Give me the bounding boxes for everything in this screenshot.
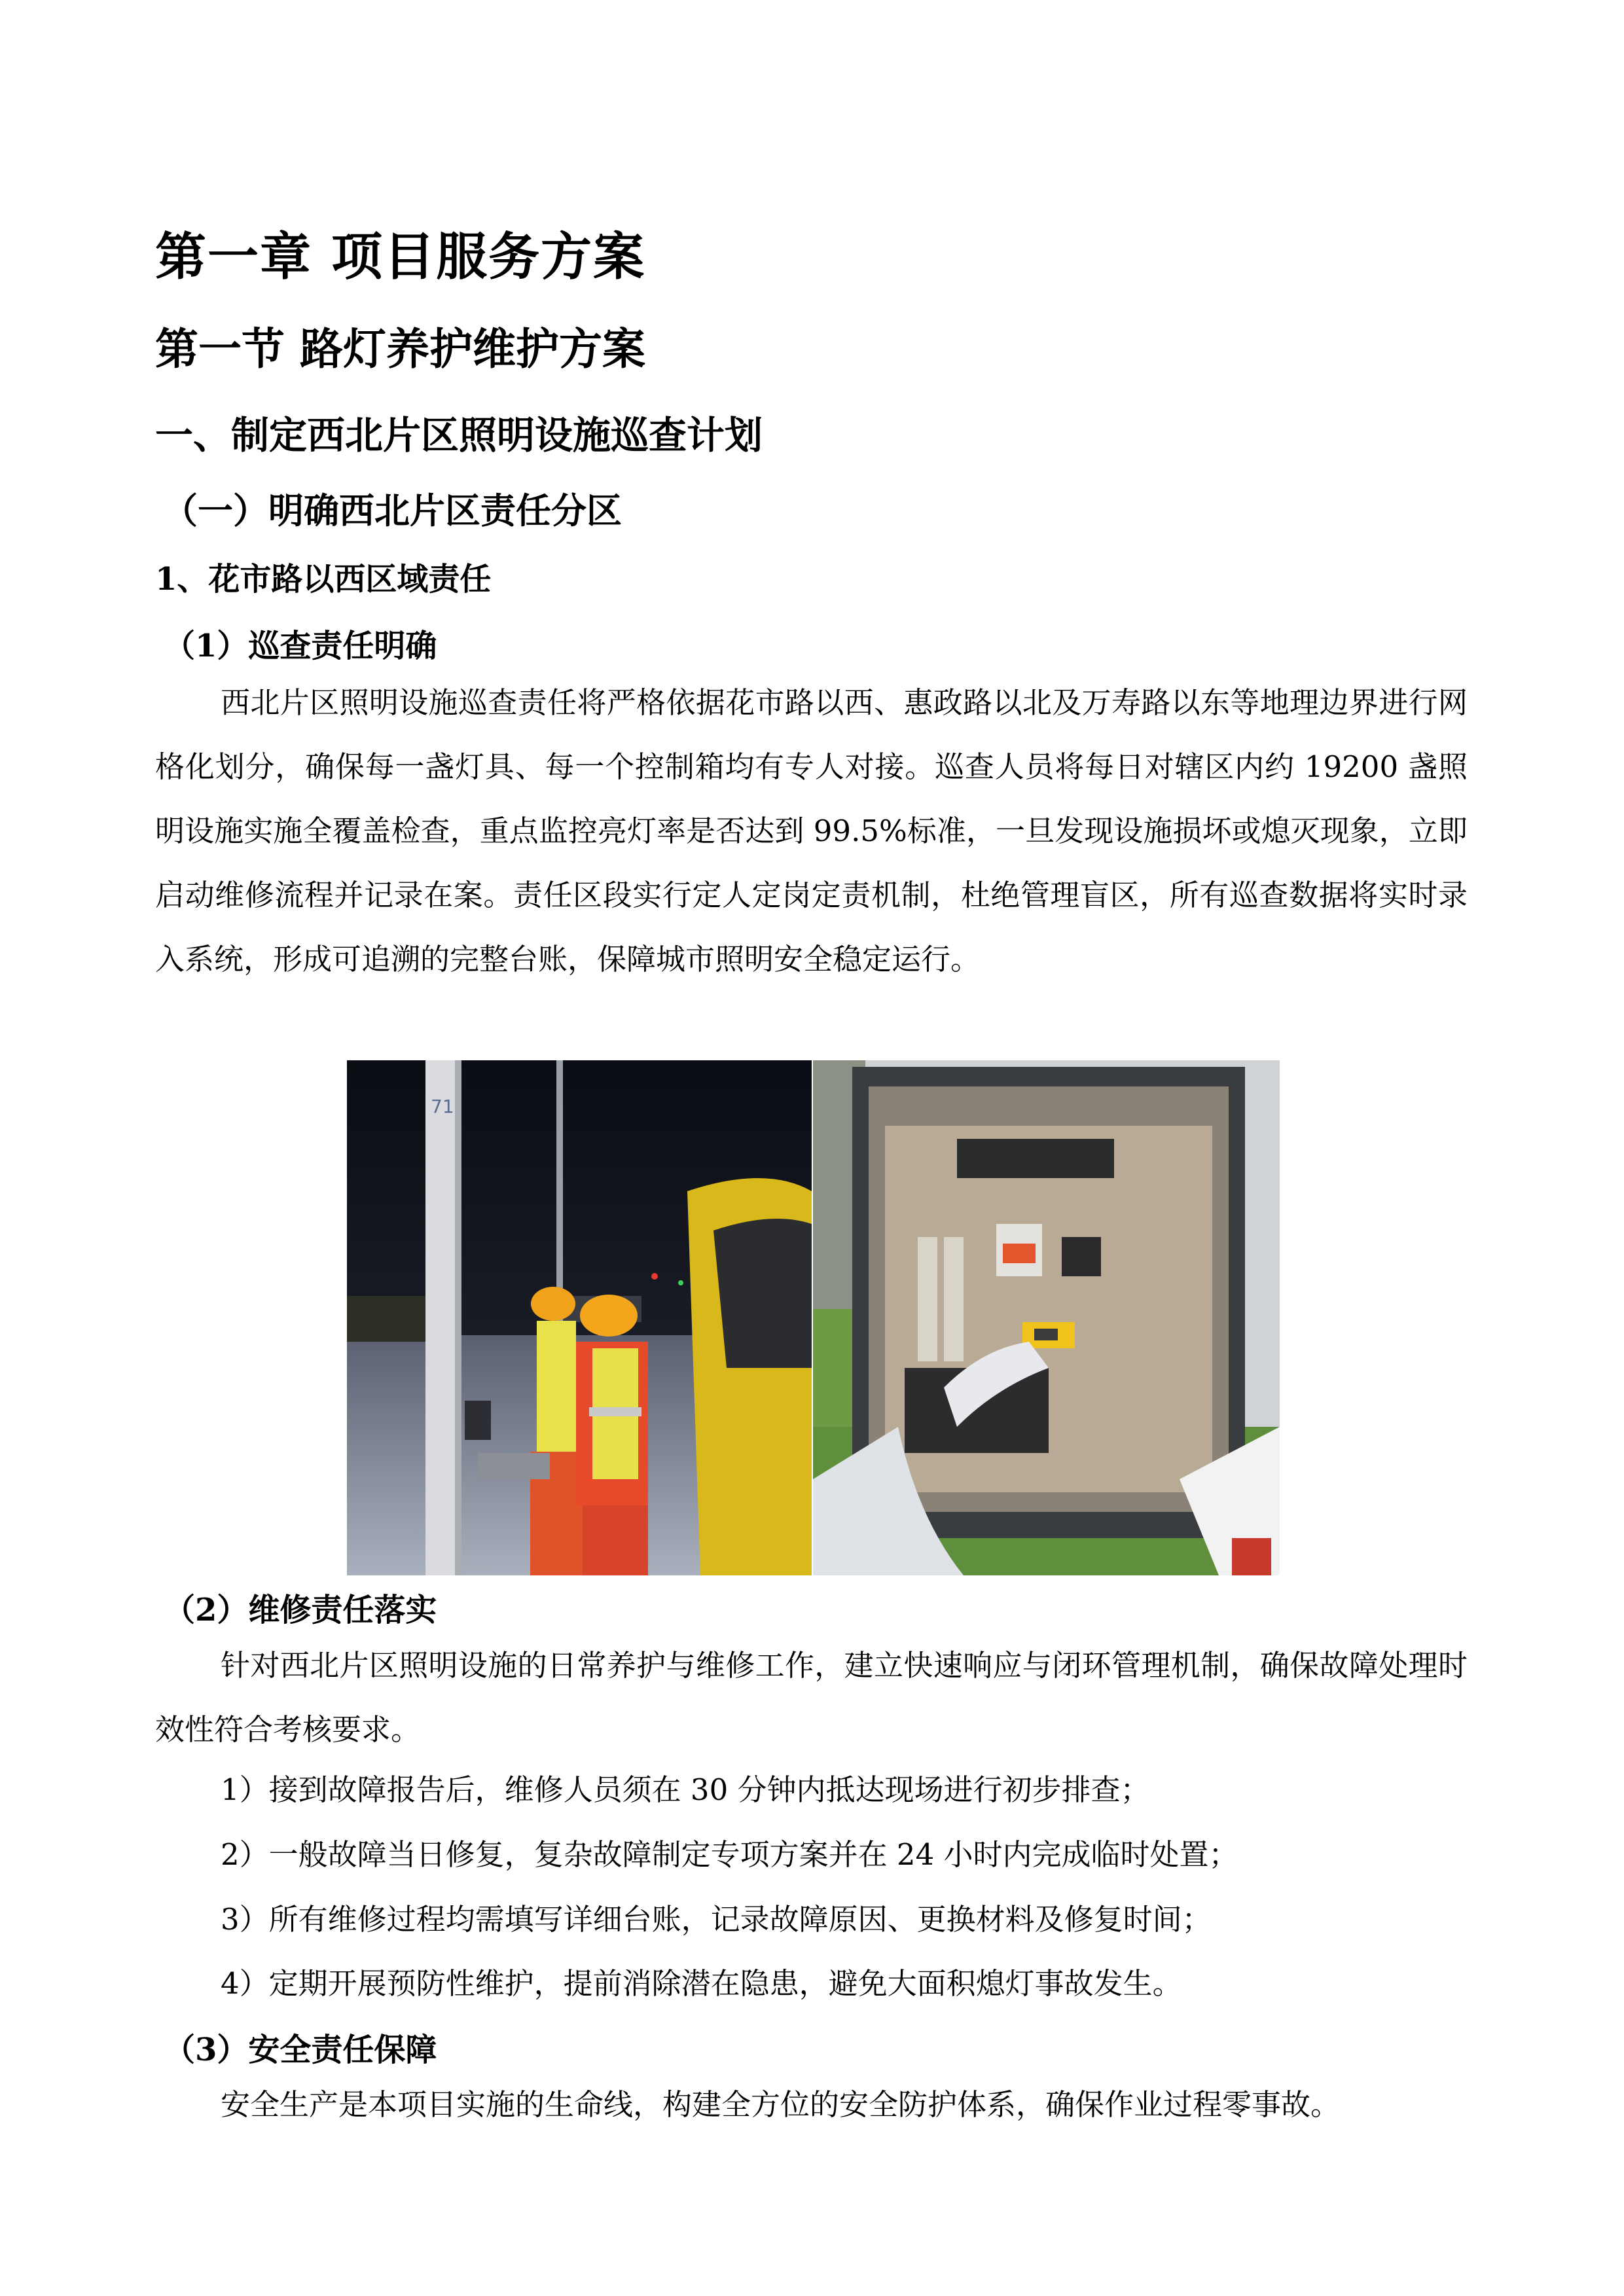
subsection-title-repair: （2）维修责任落实 (164, 1592, 437, 1628)
night-inspection-illustration (347, 1060, 812, 1575)
photo-row (347, 1060, 1280, 1575)
subpart-title: （一）明确西北片区责任分区 (162, 490, 622, 531)
repair-item-3: 3）所有维修过程均需填写详细台账，记录故障原因、更换材料及修复时间； (221, 1902, 1212, 1937)
control-box-illustration (813, 1060, 1280, 1575)
section-title: 第一节 路灯养护维护方案 (155, 323, 645, 374)
subsection-title-inspection: （1）巡查责任明确 (164, 628, 437, 664)
point-title: 1、花市路以西区域责任 (155, 561, 492, 598)
paragraph-safety: 安全生产是本项目实施的生命线，构建全方位的安全防护体系，确保作业过程零事故。 (221, 2087, 1341, 2122)
repair-item-2: 2）一般故障当日修复，复杂故障制定专项方案并在 24 小时内完成临时处置； (221, 1837, 1238, 1872)
night-inspection-photo (347, 1060, 812, 1575)
paragraph-inspection: 西北片区照明设施巡查责任将严格依据花市路以西、惠政路以北及万寿路以东等地理边界进行网格化划分，确保每一盏灯具、每一个控制箱均有专人对接。巡查人员将每日对辖区内约 19200 盏照明设施实施全覆盖检查，重点监控亮灯率是否达到 99.5%标准，一旦发现设施损坏或熄灭现象，立即启动维修流程并记录在案。责任区段实行定人定岗定责机制，杜绝管理盲区，所有巡查数据将实时录入系统，形成可追溯的完整台账，保障城市照明安全稳定运行。 (155, 685, 1468, 977)
subsection-title-safety: （3）安全责任保障 (164, 2032, 437, 2068)
paragraph-repair: 针对西北片区照明设施的日常养护与维修工作，建立快速响应与闭环管理机制，确保故障处理时效性符合考核要求。 (155, 1648, 1468, 1747)
repair-item-4: 4）定期开展预防性维护，提前消除潜在隐患，避免大面积熄灯事故发生。 (221, 1966, 1182, 2001)
control-box-inspection-photo (813, 1060, 1280, 1575)
pole-marking: 71 (431, 1096, 454, 1117)
part-title: 一、制定西北片区照明设施巡查计划 (155, 413, 763, 457)
chapter-title: 第一章 项目服务方案 (155, 227, 646, 287)
repair-item-1: 1）接到故障报告后，维修人员须在 30 分钟内抵达现场进行初步排查； (221, 1772, 1150, 1807)
